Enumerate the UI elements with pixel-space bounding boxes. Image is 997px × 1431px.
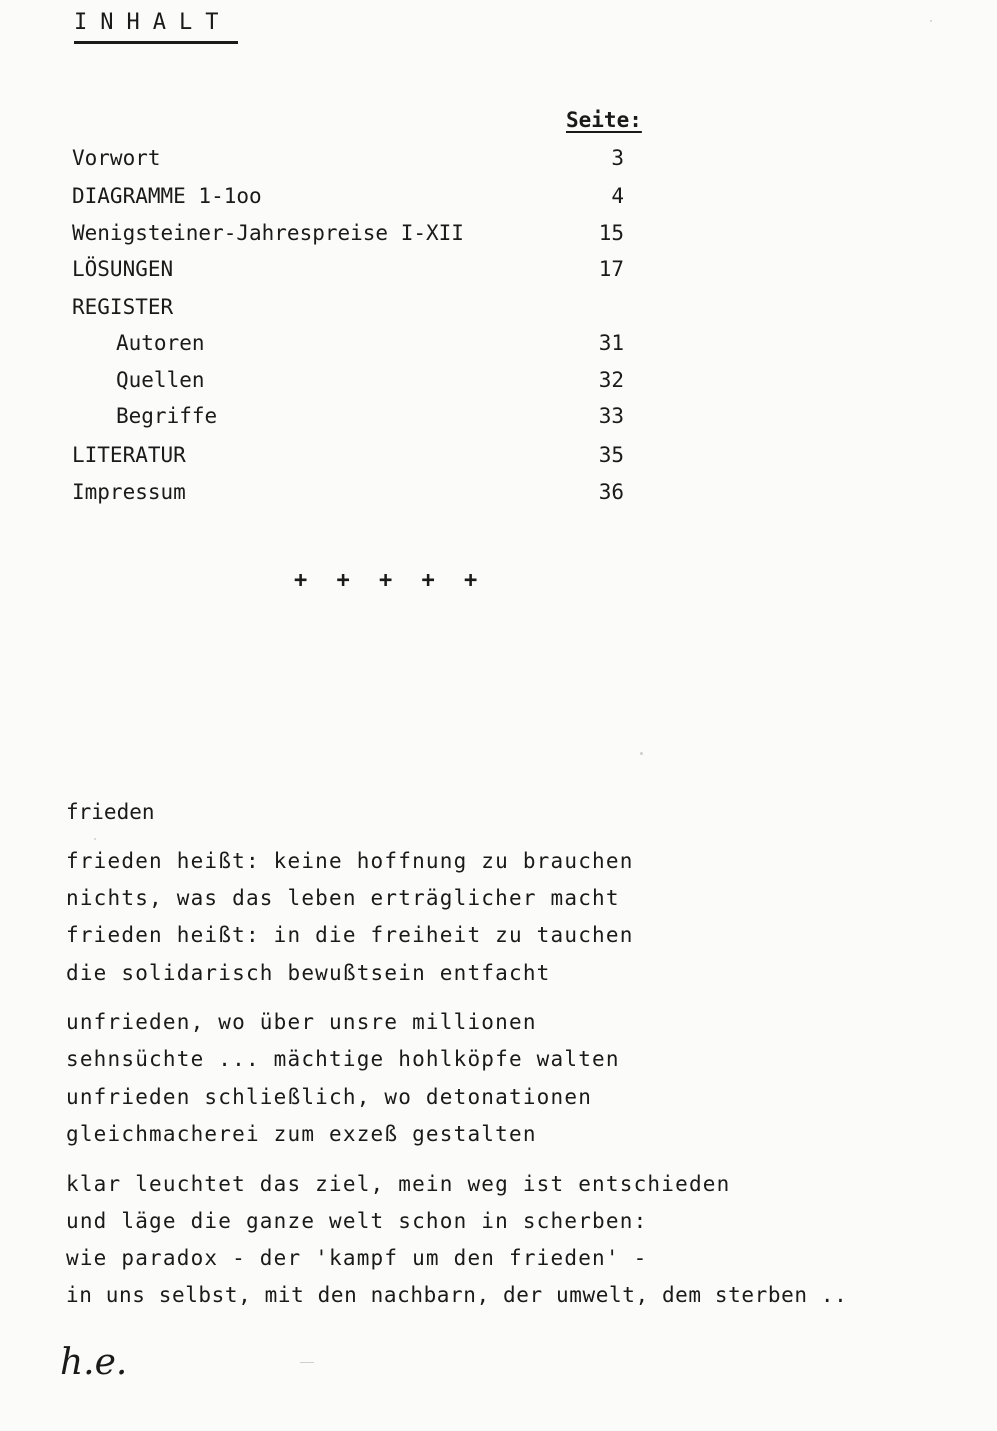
toc-entry-label: LÖSUNGEN [72, 257, 174, 281]
toc-entry-page: 3 [611, 146, 624, 170]
toc-entry [0, 443, 997, 473]
toc-entry-label: REGISTER [72, 295, 174, 319]
section-separator: + + + + + [294, 568, 486, 593]
poem-line: und läge die ganze welt schon in scherben: [66, 1209, 648, 1233]
poem-line: unfrieden schließlich, wo detonationen [66, 1085, 593, 1109]
poem-line: in uns selbst, mit den nachbarn, der umwelt, dem sterben .. [66, 1283, 848, 1307]
toc-entry-page: 35 [598, 443, 624, 467]
scan-speck [300, 1362, 314, 1363]
poem-line: wie paradox - der 'kampf um den frieden' - [66, 1246, 648, 1270]
poem-line: nichts, was das leben erträglicher macht [66, 886, 620, 910]
toc-entry [0, 257, 997, 287]
scan-speck [94, 838, 96, 840]
toc-subentry [0, 331, 997, 361]
poem-line: die solidarisch bewußtsein entfacht [66, 961, 551, 985]
poem-line: frieden heißt: in die freiheit zu tauchen [66, 923, 634, 947]
toc-entry-label: DIAGRAMME 1-1oo [72, 184, 262, 208]
toc-entry [0, 480, 997, 510]
toc-entry-page: 17 [598, 257, 624, 281]
page-column-label: Seite: [566, 108, 642, 132]
toc-entry [0, 184, 997, 214]
toc-entry-label: Wenigsteiner-Jahrespreise I-XII [72, 221, 464, 245]
toc-entry-label: Autoren [116, 331, 205, 355]
toc-subentry [0, 404, 997, 434]
toc-entry-page: 31 [598, 331, 624, 355]
toc-entry-label: Vorwort [72, 146, 161, 170]
handwritten-signature: h.e. [60, 1342, 128, 1383]
poem-line: gleichmacherei zum exzeß gestalten [66, 1122, 537, 1146]
scan-speck [640, 752, 643, 755]
toc-entry [0, 221, 997, 251]
page-title: INHALT [74, 10, 238, 44]
scan-speck [930, 20, 932, 22]
toc-entry-label: Begriffe [116, 404, 218, 428]
toc-entry-label: Impressum [72, 480, 186, 504]
toc-entry [0, 146, 997, 176]
poem-line: sehnsüchte ... mächtige hohlköpfe walten [66, 1047, 620, 1071]
toc-entry-label: Quellen [116, 368, 205, 392]
poem-line: unfrieden, wo über unsre millionen [66, 1010, 537, 1034]
toc-entry-page: 15 [598, 221, 624, 245]
toc-entry-page: 32 [598, 368, 624, 392]
poem-line: klar leuchtet das ziel, mein weg ist entschieden [66, 1172, 731, 1196]
toc-entry-page: 33 [598, 404, 624, 428]
toc-entry-label: LITERATUR [72, 443, 186, 467]
poem-title: frieden [66, 800, 155, 824]
toc-entry-page: 4 [611, 184, 624, 208]
toc-subentry [0, 368, 997, 398]
toc-entry-page: 36 [598, 480, 624, 504]
toc-entry [0, 295, 997, 325]
poem-line: frieden heißt: keine hoffnung zu brauchen [66, 849, 634, 873]
